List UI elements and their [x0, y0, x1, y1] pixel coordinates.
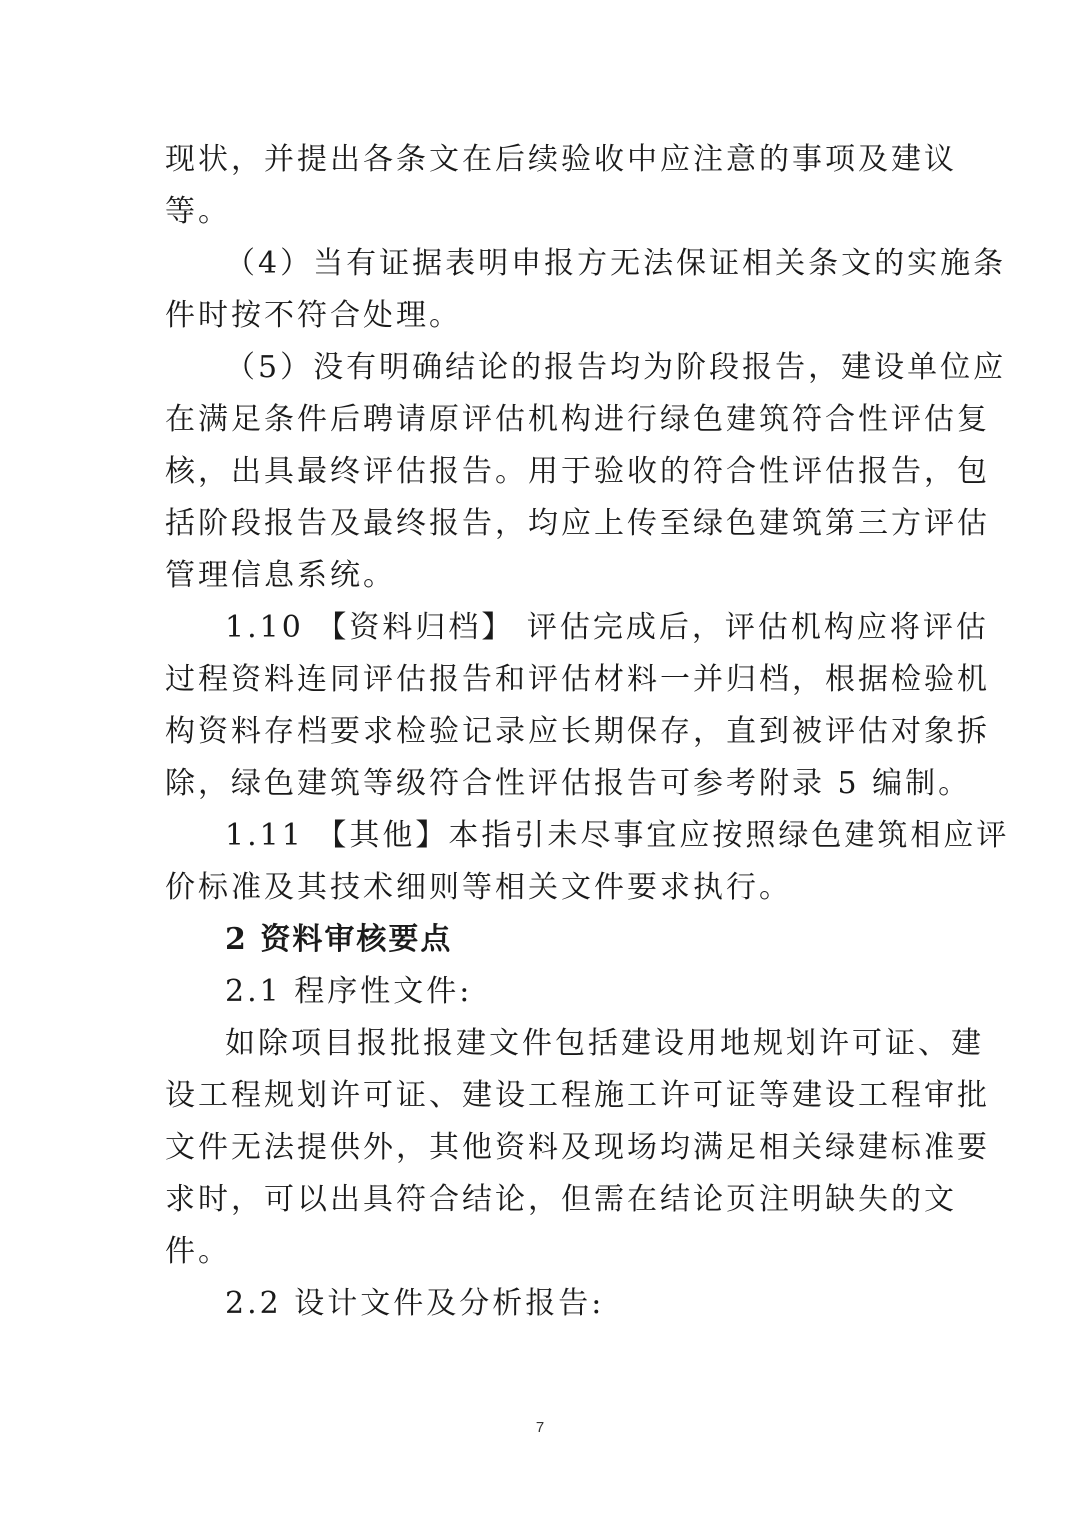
text-line: 管理信息系统。 — [165, 558, 396, 593]
subsection-heading: 2.2 设计文件及分析报告: — [225, 1286, 605, 1321]
text-line: 1.10 【资料归档】 评估完成后，评估机构应将评估 — [225, 610, 989, 645]
text-line: 1.11 【其他】本指引未尽事宜应按照绿色建筑相应评 — [225, 818, 1010, 853]
text-line: （5）没有明确结论的报告均为阶段报告，建设单位应 — [225, 350, 1007, 385]
text-line: 件时按不符合处理。 — [165, 298, 462, 333]
text-line: 除，绿色建筑等级符合性评估报告可参考附录 5 编制。 — [165, 766, 972, 801]
text-line: （4）当有证据表明申报方无法保证相关条文的实施条 — [225, 246, 1007, 281]
text-line: 构资料存档要求检验记录应长期保存，直到被评估对象拆 — [165, 714, 990, 749]
text-line: 件。 — [165, 1234, 231, 1269]
text-line: 核，出具最终评估报告。用于验收的符合性评估报告，包 — [165, 454, 990, 489]
subsection-heading: 2.1 程序性文件: — [225, 974, 473, 1009]
text-line: 现状，并提出各条文在后续验收中应注意的事项及建议 — [165, 142, 957, 177]
text-line: 求时，可以出具符合结论，但需在结论页注明缺失的文 — [165, 1182, 957, 1217]
text-line: 文件无法提供外，其他资料及现场均满足相关绿建标准要 — [165, 1130, 990, 1165]
text-line: 在满足条件后聘请原评估机构进行绿色建筑符合性评估复 — [165, 402, 990, 437]
text-line: 价标准及其技术细则等相关文件要求执行。 — [165, 870, 792, 905]
text-line: 如除项目报批报建文件包括建设用地规划许可证、建 — [225, 1026, 984, 1061]
text-line: 设工程规划许可证、建设工程施工许可证等建设工程审批 — [165, 1078, 990, 1113]
page-number: 7 — [535, 1419, 545, 1436]
text-line: 括阶段报告及最终报告，均应上传至绿色建筑第三方评估 — [165, 506, 990, 541]
text-line: 等。 — [165, 194, 231, 229]
text-line: 过程资料连同评估报告和评估材料一并归档，根据检验机 — [165, 662, 990, 697]
section-heading: 2 资料审核要点 — [225, 922, 453, 957]
